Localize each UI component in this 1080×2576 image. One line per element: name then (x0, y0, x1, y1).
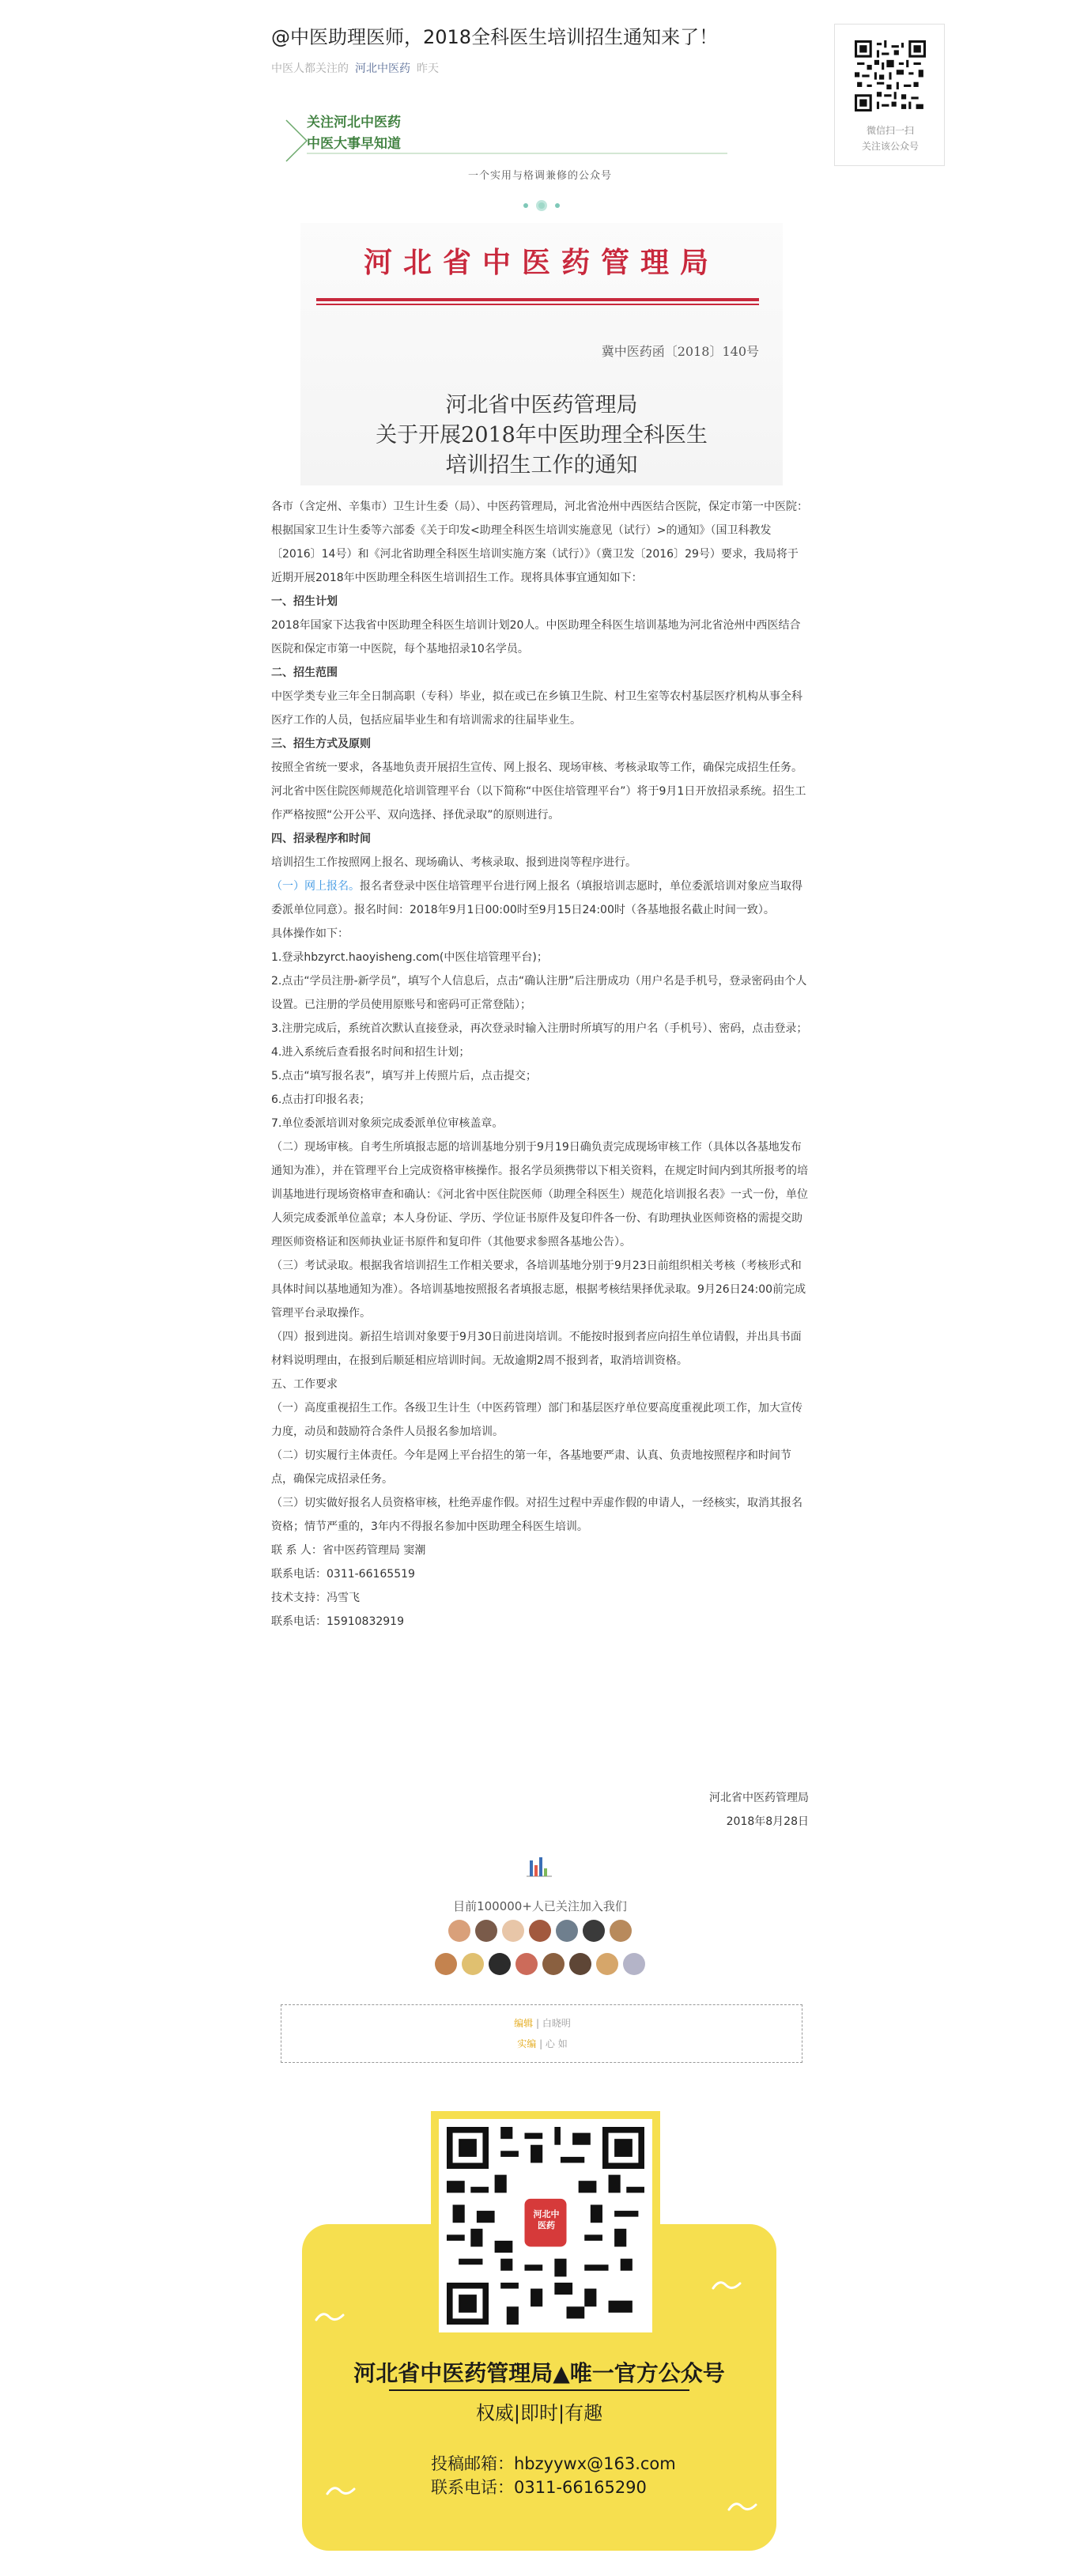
article-meta (271, 60, 439, 76)
body-paragraph (271, 1586, 809, 1610)
dots-decoration (518, 198, 565, 213)
paragraph-text: 2.点击“学员注册-新学员”，填写个人信息后，点击“确认注册”后注册成功（用户名是手机号，登录密码由个人设置。已注册的学员使用原账号和密码可正常登陆）； (271, 975, 807, 1011)
body-paragraph (271, 1088, 809, 1112)
promo-subtitle: 权威|即时|有趣 (475, 2402, 603, 2424)
section-heading (271, 590, 809, 614)
body-paragraph (271, 1017, 809, 1041)
account-link[interactable]: 河北中医药 (355, 62, 410, 75)
reviewer-name: 心 如 (545, 2038, 568, 2049)
editor-credits (281, 2004, 802, 2063)
paragraph-text: 各市（含定州、辛集市）卫生计生委（局）、中医药管理局，河北省沧州中西医结合医院，保定市第一中医院： (271, 500, 808, 513)
paragraph-text: 联系电话：15910832919 (271, 1615, 404, 1628)
squiggle-decoration (712, 2277, 743, 2293)
body-paragraph (271, 874, 809, 922)
avatar-row (271, 1953, 809, 1978)
qr-badge: 河北中医药 (533, 2209, 560, 2230)
banner-slogan: 一个实用与格调兼修的公众号 (467, 170, 612, 182)
promo-phone: 联系电话：0311-66165290 (431, 2478, 647, 2497)
body-paragraph (271, 1112, 809, 1135)
article-body (271, 495, 809, 1634)
bar-chart-icon (525, 1853, 553, 1878)
avatar (569, 1953, 591, 1975)
body-paragraph (271, 1444, 809, 1491)
reviewer-label: 实编 (517, 2038, 537, 2049)
body-paragraph (271, 1254, 809, 1325)
paragraph-text: 三、招生方式及原则 (271, 738, 371, 750)
avatar (610, 1920, 632, 1942)
signature-date: 2018年8月28日 (726, 1815, 809, 1828)
paragraph-text: 四、招录程序和时间 (271, 833, 371, 845)
paragraph-text: （三）考试录取。根据我省培训招生工作相关要求，各培训基地分别于9月23日前组织相关考核（考核形式和具体时间以基地通知为准）。各培训基地按照报名者填报志愿，根据考核结果择优录取。9月26日24:00前完成管理平台录取操作。 (271, 1260, 806, 1320)
banner-line1: 关注河北中医药 (307, 115, 401, 130)
paragraph-text: 按照全省统一要求，各基地负责开展招生宣传、网上报名、现场审核、考核录取等工作，确保完成招生任务。河北省中医住院医师规范化培训管理平台（以下简称“中医住培管理平台”）将于9月1日开放招录系统。招生工作严格按照“公开公平、双向选择、择优录取”的原则进行。 (271, 761, 806, 822)
paragraph-text: 1.登录hbzyrct.haoyisheng.com(中医住培管理平台)； (271, 951, 548, 964)
body-paragraph (271, 519, 809, 590)
promo-underline (389, 2389, 689, 2391)
paragraph-text: 6.点击打印报名表； (271, 1093, 371, 1106)
promo-email: 投稿邮箱：hbzyywx@163.com (431, 2454, 676, 2473)
followers-count: 目前100000+人已关注加入我们 (453, 1899, 627, 1913)
letterhead-rule-thin (316, 304, 759, 305)
paragraph-text: （一）高度重视招生工作。各级卫生计生（中医药管理）部门和基层医疗单位要高度重视此项工作，加大宣传力度，动员和鼓励符合条件人员报名参加培训。 (271, 1402, 802, 1438)
paragraph-text: 5.点击“填写报名表”，填写并上传照片后，点击提交； (271, 1070, 537, 1082)
reviewer-row: 实编 | 心 如 (517, 2038, 568, 2049)
paragraph-text: 联系电话：0311-66165519 (271, 1568, 415, 1581)
letterhead-rule (316, 298, 759, 301)
qr-code-icon (855, 40, 926, 111)
paragraph-text: 3.注册完成后，系统首次默认直接登录，再次登录时输入注册时所填写的用户名（手机号）、密码，点击登录； (271, 1022, 808, 1035)
paragraph-text: （二）切实履行主体责任。今年是网上平台招生的第一年，各基地要严肃、认真、负责地按照程序和时间节点，确保完成招录任务。 (271, 1449, 791, 1486)
squiggle-decoration (727, 2499, 759, 2514)
avatar-row (271, 1920, 809, 1945)
squiggle-decoration (315, 2309, 346, 2325)
body-paragraph (271, 1041, 809, 1064)
body-paragraph (271, 851, 809, 874)
qr-caption (835, 123, 946, 154)
avatar (529, 1920, 551, 1942)
paragraph-text: 技术支持：冯雪飞 (271, 1592, 360, 1604)
avatar (502, 1920, 524, 1942)
avatar (542, 1953, 565, 1975)
promo-title: 河北省中医药管理局▲唯一官方公众号 (353, 2360, 725, 2386)
highlight-prefix: （一）网上报名。 (271, 880, 360, 893)
squiggle-decoration (326, 2483, 357, 2499)
body-paragraph (271, 1491, 809, 1539)
section-heading (271, 827, 809, 851)
doc-title-line2: 关于开展2018年中医助理全科医生 (376, 423, 708, 448)
paragraph-text: 4.进入系统后查看报名时间和招生计划； (271, 1046, 470, 1059)
avatar (596, 1953, 618, 1975)
body-paragraph (271, 614, 809, 661)
body-paragraph (271, 1562, 809, 1586)
section-heading (271, 661, 809, 685)
avatar (489, 1953, 511, 1975)
body-paragraph (271, 1135, 809, 1254)
doc-title-line1: 河北省中医药管理局 (445, 393, 638, 417)
letterhead-org: 河北省中医药管理局 (363, 246, 719, 279)
paragraph-text: 二、招生范围 (271, 667, 338, 679)
signature-org: 河北省中医药管理局 (709, 1792, 809, 1804)
body-paragraph (271, 969, 809, 1017)
paragraph-text: 2018年国家下达我省中医助理全科医生培训计划20人。中医助理全科医生培训基地为河北省沧州中西医结合医院和保定市第一中医院，每个基地招录10名学员。 (271, 619, 801, 655)
section-heading (271, 732, 809, 756)
promo-qr (439, 2119, 652, 2332)
avatar (515, 1953, 538, 1975)
body-paragraph (271, 1325, 809, 1373)
meta-note: 中医人都关注的 (271, 62, 349, 75)
avatar (435, 1953, 457, 1975)
paragraph-text: 五、工作要求 (271, 1378, 338, 1391)
qr-caption-line2: 关注该公众号 (861, 141, 919, 152)
doc-title-line3: 培训招生工作的通知 (445, 453, 638, 478)
paragraph-text: 报名者登录中医住培管理平台进行网上报名（填报培训志愿时，单位委派培训对象应当取得委派单位同意）。报名时间：2018年9月1日00:00时至9月15日24:00时（各基地报名截止时间一致）。 (271, 880, 802, 916)
paragraph-text: 具体操作如下： (271, 927, 349, 940)
doc-number: 冀中医药函〔2018〕140号 (601, 344, 759, 359)
document-letterhead (300, 223, 783, 485)
paragraph-text: （四）报到进岗。新招生培训对象要于9月30日前进岗培训。不能按时报到者应向招生单位请假，并出具书面材料说明理由，在报到后顺延相应培训时间。无故逾期2周不报到者，取消培训资格。 (271, 1331, 802, 1367)
body-paragraph (271, 1396, 809, 1444)
avatar (448, 1920, 470, 1942)
paragraph-text: 根据国家卫生计生委等六部委《关于印发<助理全科医生培训实施意见（试行）>的通知》（国卫科教发〔2016〕14号）和《河北省助理全科医生培训实施方案（试行）》（冀卫发〔2016〕29号）要求，我局将于近期开展2018年中医助理全科医生培训招生工作。现将具体事宜通知如下： (271, 524, 799, 584)
editor-row: 编辑 | 白晓明 (514, 2018, 571, 2029)
body-paragraph (271, 922, 809, 946)
paragraph-text: 一、招生计划 (271, 595, 338, 608)
avatar (462, 1953, 484, 1975)
avatar (623, 1953, 645, 1975)
paragraph-text: （三）切实做好报名人员资格审核，杜绝弄虚作假。对招生过程中弄虚作假的申请人，一经核实，取消其报名资格；情节严重的，3年内不得报名参加中医助理全科医生培训。 (271, 1497, 802, 1533)
banner-line2: 中医大事早知道 (307, 136, 401, 152)
paragraph-text: 培训招生工作按照网上报名、现场确认、考核录取、报到进岗等程序进行。 (271, 856, 636, 869)
publish-time: 昨天 (417, 62, 439, 75)
qr-caption-line1: 微信扫一扫 (866, 125, 914, 136)
avatar (583, 1920, 605, 1942)
body-paragraph (271, 495, 809, 519)
paragraph-text: 7.单位委派培训对象须完成委派单位审核盖章。 (271, 1117, 504, 1130)
paragraph-text: 中医学类专业三年全日制高职（专科）毕业，拟在或已在乡镇卫生院、村卫生室等农村基层医疗机构从事全科医疗工作的人员，包括应届毕业生和有培训需求的往届毕业生。 (271, 690, 802, 727)
article-title: @中医助理医师，2018全科医生培训招生通知来了！ (271, 26, 719, 48)
body-paragraph (271, 685, 809, 732)
body-paragraph (271, 1539, 809, 1562)
avatar (556, 1920, 578, 1942)
body-paragraph (271, 756, 809, 827)
paragraph-text: 联 系 人：省中医药管理局 窦潮 (271, 1544, 426, 1557)
paragraph-text: （二）现场审核。自考生所填报志愿的培训基地分别于9月19日确负责完成现场审核工作（具体以各基地发布通知为准），并在管理平台上完成资格审核操作。报名学员须携带以下相关资料，在规定时间内到其所报考的培训基地进行现场资格审查和确认：《河北省中医住院医师（助理全科医生）规范化培训报名表》一式一份，单位人须完成委派单位盖章；本人身份证、学历、学位证书原件及复印件各一份、有助理执业医师资格的需提交助理医师资格证和医师执业证书原件和复印件（其他要求参照各基地公告）。 (271, 1141, 808, 1248)
follow-qr-card (834, 24, 945, 166)
editor-name: 白晓明 (542, 2018, 571, 2029)
editor-label: 编辑 (514, 2018, 534, 2029)
body-paragraph (271, 1064, 809, 1088)
body-paragraph (271, 1373, 809, 1396)
body-paragraph (271, 1610, 809, 1634)
avatar (475, 1920, 497, 1942)
body-paragraph (271, 946, 809, 969)
